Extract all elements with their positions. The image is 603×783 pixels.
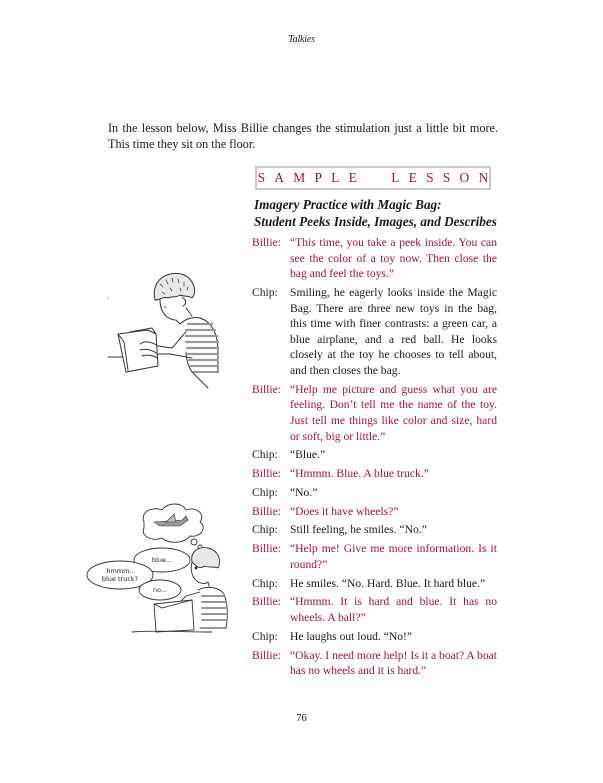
running-head: Talkies bbox=[288, 34, 315, 45]
dialogue-turn bbox=[252, 466, 497, 482]
dialogue-line: He laughs out loud. “No!” bbox=[290, 629, 413, 643]
speaker-label: Billie: bbox=[252, 236, 281, 249]
boy-thinking-bubbles-illustration bbox=[82, 500, 252, 635]
sample-lesson-banner bbox=[255, 166, 498, 190]
dialogue-turn bbox=[252, 285, 497, 379]
speaker-label: Billie: bbox=[252, 382, 281, 396]
bubble-left-text-1: hmmm.. bbox=[106, 567, 134, 575]
dialogue-turn bbox=[252, 541, 497, 572]
speaker-label: Billie: bbox=[252, 542, 281, 556]
dialogue-turn bbox=[252, 504, 497, 520]
dialogue-turn bbox=[252, 648, 497, 679]
speaker-label: Billie: bbox=[252, 467, 281, 481]
bubble-left-text-2: blue truck? bbox=[101, 575, 139, 583]
dialogue-line: Smiling, he eagerly looks inside the Magic Bag. There are three new toys in the bag, this time with finer contrasts: a green car, a blue airplane, and a red ball. He looks closely at the toy he chooses to tell about, and then closes the bag. bbox=[290, 285, 497, 377]
speaker-label: Chip: bbox=[252, 523, 278, 537]
dialogue-turn bbox=[252, 382, 497, 444]
speaker-label: Billie: bbox=[252, 504, 281, 518]
boy-peeking-bag-illustration bbox=[100, 262, 250, 402]
dialogue-line: “Hmmm. Blue. A blue truck.” bbox=[290, 467, 429, 481]
dialogue-line: “Blue.” bbox=[290, 448, 326, 462]
dialogue-line: “Does it have wheels?” bbox=[290, 504, 399, 518]
lesson-title-line-2: Student Peeks Inside, Images, and Describes bbox=[254, 214, 497, 229]
dialogue-turn bbox=[252, 235, 497, 282]
bubble-bottom-text: no... bbox=[152, 586, 168, 594]
speaker-label: Billie: bbox=[252, 648, 281, 662]
dialogue-line: “Help me picture and guess what you are feeling. Don’t tell me the name of the toy. Just tell me things like color and size, hard or soft, big or little.” bbox=[290, 382, 497, 443]
speaker-label: Chip: bbox=[252, 629, 278, 643]
dialogue-turn bbox=[252, 629, 497, 645]
speaker-label: Chip: bbox=[252, 448, 278, 462]
dialogue-line: “Help me! Give me more information. Is it round?” bbox=[290, 542, 497, 571]
dialogue-line: “Hmmm. It is hard and blue. It has no wheels. A ball?” bbox=[290, 595, 497, 624]
dialogue-line: He smiles. “No. Hard. Blue. It hard blue.” bbox=[290, 576, 486, 590]
dialogue-line: “This time, you take a peek inside. You can see the color of a toy now. Then close the bag and feel the toys.” bbox=[290, 236, 497, 281]
dialogue-turn bbox=[252, 594, 497, 625]
dialogue-line: “Okay. I need more help! Is it a boat? A boat has no wheels and it is hard.” bbox=[290, 648, 497, 678]
speaker-label: Billie: bbox=[252, 595, 281, 609]
speaker-label: Chip: bbox=[252, 576, 278, 590]
page-number: 76 bbox=[296, 713, 307, 724]
speaker-label: Chip: bbox=[252, 285, 278, 299]
intro-paragraph: In the lesson below, Miss Billie changes the stimulation just a little bit more. This time they sit on the floor. bbox=[108, 121, 498, 151]
dialogue-turn bbox=[252, 447, 497, 463]
lesson-title bbox=[254, 196, 499, 230]
dialogue-turn bbox=[252, 576, 497, 592]
speaker-label: Chip: bbox=[252, 485, 278, 499]
dialogue-line: “No.” bbox=[290, 485, 318, 499]
dialogue bbox=[252, 235, 497, 682]
dialogue-turn bbox=[252, 522, 497, 538]
dialogue-line: Still feeling, he smiles. “No.” bbox=[290, 523, 427, 537]
sample-lesson-label: SAMPLE LESSON bbox=[257, 170, 498, 185]
lesson-title-line-1: Imagery Practice with Magic Bag: bbox=[254, 197, 442, 212]
bubble-top-text: blue... bbox=[151, 556, 173, 564]
dialogue-turn bbox=[252, 485, 497, 501]
